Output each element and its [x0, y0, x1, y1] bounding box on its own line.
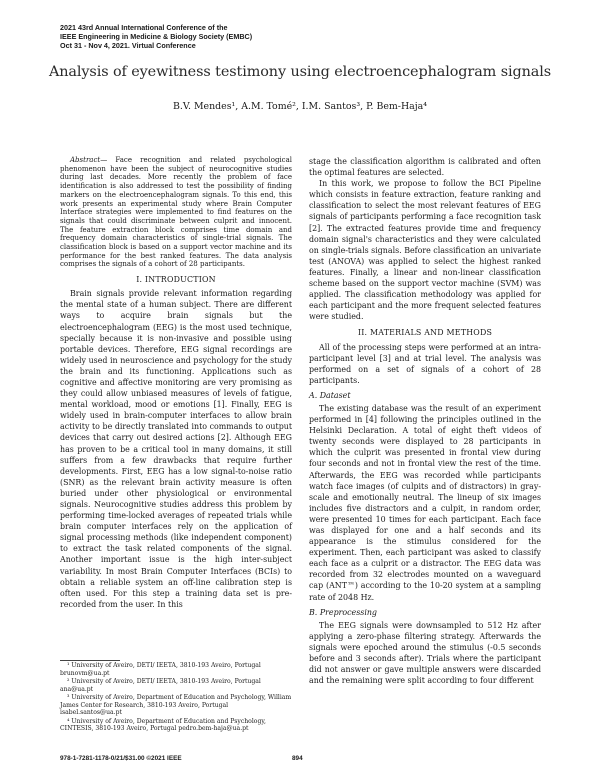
- dataset-heading: A. Dataset: [309, 390, 351, 400]
- footnotes: [60, 662, 292, 734]
- methods-heading: II. MATERIALS AND METHODS: [357, 328, 493, 338]
- intro-paragraph-2: In this work, we propose to follow the BCI Pipeline which consists in feature extraction, feature ranking and classification to select the most relevant features of EEG signals of participants performing a face recognition task [2]. The extracted features provide time and frequency domain signal's characteristics and they were calculated on single-trials signals. Before classification an univariate test (ANOVA) was applied to select the highest ranked features. Finally, a linear and non-linear classification scheme based on the support vector machine (SVM) was applied. The classification methodology was applied for each participant and the more frequent selected features were studied.: [309, 179, 541, 322]
- footnote-2: ² University of Aveiro, DETI/ IEETA, 3810-193 Aveiro, Portugal ana@ua.pt: [60, 678, 261, 693]
- left-column: [60, 156, 292, 610]
- footnote-3: ³ University of Aveiro, Department of Education and Psychology, William James Center for Research, 3810-193 Aveiro, Portugal isabel.santos@ua.pt: [60, 694, 292, 717]
- conference-line-2: IEEE Engineering in Medicine & Biology Society (EMBC): [60, 32, 253, 42]
- paper-title: Analysis of eyewitness testimony using electroencephalogram signals: [48, 64, 552, 80]
- page-number: 894: [292, 755, 303, 762]
- paper-authors: B.V. Mendes¹, A.M. Tomé², I.M. Santos³, P. Bem-Haja⁴: [173, 101, 427, 112]
- conference-header: [60, 23, 252, 51]
- conference-line-3: Oct 31 - Nov 4, 2021. Virtual Conference: [60, 41, 196, 51]
- conference-line-1: 2021 43rd Annual International Conference of the: [60, 23, 228, 32]
- preprocessing-paragraph: The EEG signals were downsampled to 512 Hz after applying a zero-phase filtering strategy. Afterwards the signals were epoched around the stimulus (-0.5 seconds before and 3 seconds after). Trials where the participant did not answer or gave multiple answers were discarded and the remaining were split according to four different: [309, 620, 541, 686]
- right-column: [309, 156, 541, 686]
- footnote-1: ¹ University of Aveiro, DETI/ IEETA, 3810-193 Aveiro, Portugal brunovm@ua.pt: [60, 662, 261, 677]
- footnote-4: ⁴ University of Aveiro, Department of Education and Psychology, CINTESIS, 3810-193 Aveiro, Portugal pedro.bem-haja@ua.pt: [60, 717, 266, 733]
- methods-paragraph-1: All of the processing steps were performed at an intra-participant level [3] and at trial level. The analysis was performed on a set of signals of a cohort of 28 participants.: [309, 342, 541, 385]
- dataset-paragraph: The existing database was the result of an experiment performed in [4] following the principles outlined in the Helsinki Declaration. A total of eight theft videos of twenty seconds were displayed to 28 participants in which the culprit was presented in frontal view during four seconds and not in frontal view the rest of the time. Afterwards, the EEG was recorded while participants watch face images (of culpits and of distractors) in gray-scale and emotionally neutral. The lineup of six images includes five distractors and a culpit, in random order, were presented 10 times for each participant. Each face was displayed for one and a half seconds and its appearance is the stimulus considered for the experiment. Then, each participant was asked to classify each face as a culprit or a distractor. The EEG data was recorded from 32 electrodes mounted on a waveguard cap (ANT™) according to the 10-20 system at a sampling rate of 2048 Hz.: [309, 403, 541, 602]
- abstract-label: Abstract—: [70, 156, 108, 164]
- abstract: [60, 156, 292, 269]
- intro-paragraph-1-continued: stage the classification algorithm is calibrated and often the optimal features are selected.: [309, 157, 541, 178]
- intro-heading: I. INTRODUCTION: [136, 275, 216, 285]
- preprocessing-heading: B. Preprocessing: [309, 607, 377, 617]
- intro-paragraph-1: Brain signals provide relevant information regarding the mental state of a human subject. There are different ways to acquire brain signals but the electroencephalogram (EEG) is the most used technique, specially because it is non-invasive and possible using portable devices. Therefore, EEG signal recordings are widely used in neuroscience and psychology for the study the brain and its functioning. Applications such as cognitive and affective monitoring are very promising as they could allow unbiased measures of levels of fatigue, mental workload, mood or emotions [1]. Finally, EEG is widely used in brain-computer interfaces to allow brain activity to be directly translated into commands to output devices that carry out desired actions [2]. Although EEG has proven to be a critical tool in many domains, it still suffers from a few drawbacks that require further developments. First, EEG has a low signal-to-noise ratio (SNR) as the relevant brain activity measure is often buried under other physiological or environmental signals. Neurocognitive studies address this problem by performing time-locked averages of repeated trials while brain computer interfaces rely on the application of signal processing methods (like independent component) to extract the task related components of the signal. Another important issue is the high inter-subject variability. In most Brain Computer Interfaces (BCIs) to obtain a reliable system an off-line calibration step is often used. For this step a training data set is pre-recorded from the user. In this: [60, 289, 292, 609]
- footnote-rule: [60, 660, 120, 661]
- abstract-text: Face recognition and related psychological phenomenon have been the subject of neurocognitive studies during last decades. More recently the problem of face identification is also addressed to test the possibility of finding markers on the electroencephalogram signals. To this end, this work presents an experimental study where Brain Computer Interface strategies were implemented to find features on the signals that could discriminate between culprit and innocent. The feature extraction block comprises time domain and frequency domain characteristics of single-trial signals. The classification block is based on a support vector machine and its performance for the best ranked features. The data analysis comprises the signals of a cohort of 28 participants.: [60, 156, 292, 269]
- isbn-line: 978-1-7281-1178-0/21/$31.00 ©2021 IEEE: [60, 755, 182, 762]
